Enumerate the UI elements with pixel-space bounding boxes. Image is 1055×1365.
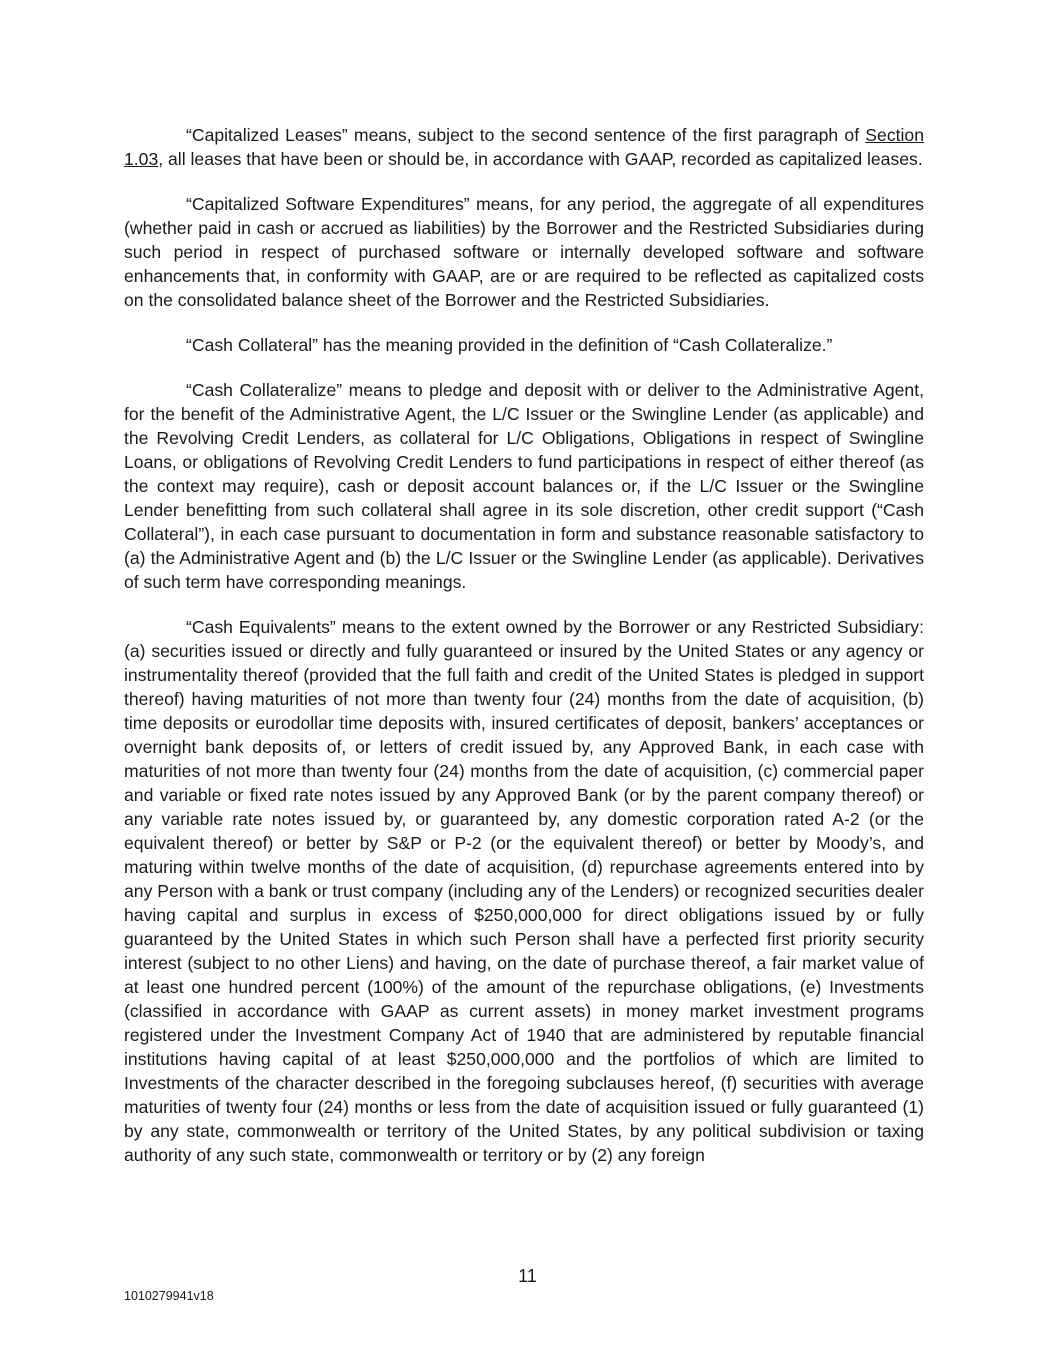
definition-text: means, subject to the second sentence of the first paragraph of (347, 125, 866, 145)
section-reference: Section 1.03 (124, 125, 924, 169)
defined-term: “Cash Equivalents” (186, 617, 336, 637)
document-body (124, 123, 924, 1188)
definition-cash-equivalents (124, 615, 924, 1167)
definition-cash-collateral (124, 333, 924, 357)
definition-text: , all leases that have been or should be, in accordance with GAAP, recorded as capitalized leases. (158, 149, 923, 169)
defined-term: “Cash Collateralize” (186, 380, 343, 400)
definition-text: has the meaning provided in the definition of “Cash Collateralize.” (318, 335, 833, 355)
defined-term: “Capitalized Leases” (186, 125, 348, 145)
document-id: 1010279941v18 (124, 1289, 214, 1303)
defined-term: “Capitalized Software Expenditures” (186, 194, 470, 214)
definition-text: means, for any period, the aggregate of all expenditures (whether paid in cash or accrued as liabilities) by the Borrower and the Restricted Subsidiaries during such period in respect of purchased software or internally developed software and software enhancements that, in conformity with GAAP, are or are required to be reflected as capitalized costs on the consolidated balance sheet of the Borrower and the Restricted Subsidiaries. (124, 194, 924, 310)
defined-term: “Cash Collateral” (186, 335, 318, 355)
definition-text: means to pledge and deposit with or deliver to the Administrative Agent, for the benefit of the Administrative Agent, the L/C Issuer or the Swingline Lender (as applicable) and the Revolving Credit Lenders, as collateral for L/C Obligations, Obligations in respect of Swingline Loans, or obligations of Revolving Credit Lenders to fund participations in respect of either thereof (as the context may require), cash or deposit account balances or, if the L/C Issuer or the Swingline Lender benefitting from such collateral shall agree in its sole discretion, other credit support (“Cash Collateral”), in each case pursuant to documentation in form and substance reasonable satisfactory to (a) the Administrative Agent and (b) the L/C Issuer or the Swingline Lender (as applicable). Derivatives of such term have corresponding meanings. (124, 380, 924, 592)
definition-capitalized-software-expenditures (124, 192, 924, 312)
definition-text: means to the extent owned by the Borrower or any Restricted Subsidiary: (a) securities issued or directly and fully guaranteed or insured by the United States or any agency or instrumentality thereof (provided that the full faith and credit of the United States is pledged in support thereof) having maturities of not more than twenty four (24) months from the date of acquisition, (b) time deposits or eurodollar time deposits with, insured certificates of deposit, bankers’ acceptances or overnight bank deposits of, or letters of credit issued by, any Approved Bank, in each case with maturities of not more than twenty four (24) months from the date of acquisition, (c) commercial paper and variable or fixed rate notes issued by any Approved Bank (or by the parent company thereof) or any variable rate notes issued by, or guaranteed by, any domestic corporation rated A-2 (or the equivalent thereof) or better by S&P or P-2 (or the equivalent thereof) or better by Moody’s, and maturing within twelve months of the date of acquisition, (d) repurchase agreements entered into by any Person with a bank or trust company (including any of the Lenders) or recognized securities dealer having capital and surplus in excess of $250,000,000 for direct obligations issued by or fully guaranteed by the United States in which such Person shall have a perfected first priority security interest (subject to no other Liens) and having, on the date of purchase thereof, a fair market value of at least one hundred percent (100%) of the amount of the repurchase obligations, (e) Investments (classified in accordance with GAAP as current assets) in money market investment programs registered under the Investment Company Act of 1940 that are administered by reputable financial institutions having capital of at least $250,000,000 and the portfolios of which are limited to Investments of the character described in the foregoing subclauses hereof, (f) securities with average maturities of twenty four (24) months or less from the date of acquisition issued or fully guaranteed (1) by any state, commonwealth or territory of the United States, by any political subdivision or taxing authority of any such state, commonwealth or territory or by (2) any foreign (124, 617, 924, 1165)
definition-capitalized-leases (124, 123, 924, 171)
page-number: 11 (518, 1266, 537, 1286)
definition-cash-collateralize (124, 378, 924, 594)
